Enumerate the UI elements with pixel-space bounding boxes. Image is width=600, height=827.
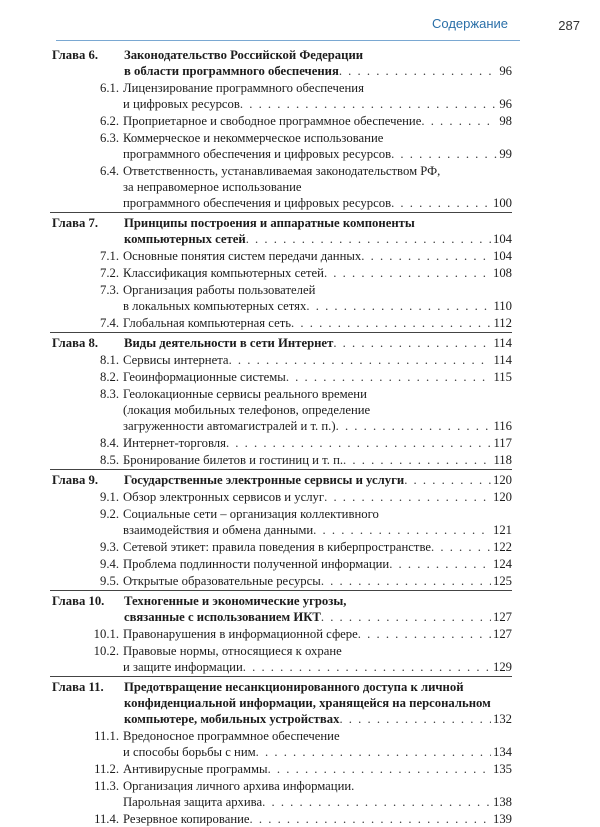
entry-title-page-number[interactable]: 125	[492, 574, 512, 588]
entry-title-line: взаимодействия и обмена данными	[123, 523, 314, 537]
entry-title-last-line	[123, 298, 512, 314]
entry-title-line: Обзор электронных сервисов и услуг	[123, 490, 325, 504]
entry-title	[123, 506, 512, 538]
chapter-title-line: Предотвращение несанкционированного доступа к личной	[124, 680, 464, 694]
entry-title-line: Классификация компьютерных сетей	[123, 266, 324, 280]
dot-leader	[250, 811, 491, 827]
toc-entry[interactable]	[50, 761, 512, 777]
toc-entry[interactable]	[50, 315, 512, 331]
dot-leader	[286, 369, 492, 385]
chapter-title-line: конфиденциальной информации, хранящейся на персональном	[124, 696, 491, 710]
dot-leader	[324, 489, 491, 505]
entry-title-last-line	[123, 744, 512, 760]
chapter-title-line: связанные с использованием ИКТ	[124, 610, 321, 624]
entry-title-last-line	[123, 659, 512, 675]
toc-entry[interactable]	[50, 626, 512, 642]
dot-leader	[336, 418, 492, 434]
entry-title-line: за неправомерное использование	[123, 180, 302, 194]
entry-title-line: Организация личного архива информации.	[123, 779, 355, 793]
chapter-heading[interactable]	[50, 335, 512, 351]
entry-number: 11.3.	[94, 779, 119, 793]
chapter-title-last-line	[124, 711, 512, 727]
chapter-title-last-line	[124, 335, 512, 351]
entry-number: 11.2.	[94, 762, 119, 776]
toc-entry[interactable]	[50, 352, 512, 368]
entry-title	[123, 369, 512, 385]
entry-title-line: Антивирусные программы	[123, 762, 268, 776]
dot-leader	[240, 96, 497, 112]
toc-entry[interactable]	[50, 435, 512, 451]
entry-title	[123, 315, 512, 331]
chapter-title-line: Законодательство Российской Федерации	[124, 48, 364, 62]
chapter-title	[124, 593, 512, 625]
dot-leader	[321, 573, 491, 589]
entry-title-page-number[interactable]: 138	[492, 795, 512, 809]
entry-title-last-line	[123, 248, 512, 264]
entry-title-last-line	[123, 265, 512, 281]
chapter-title-page-number[interactable]: 127	[492, 610, 512, 624]
entry-title-line: Интернет-торговля	[123, 436, 226, 450]
chapter-number: Глава 7.	[52, 216, 98, 230]
chapter-title-line: Принципы построения и аппаратные компоненты	[124, 216, 415, 230]
entry-title-last-line	[123, 489, 512, 505]
toc-entry[interactable]	[50, 539, 512, 555]
chapter-number: Глава 11.	[52, 680, 104, 694]
entry-title-last-line	[123, 539, 512, 555]
entry-number: 8.3.	[99, 387, 119, 401]
entry-title-line: в локальных компьютерных сетях	[123, 299, 307, 313]
entry-title-page-number[interactable]: 116	[493, 419, 512, 433]
entry-number: 6.2.	[99, 114, 119, 128]
entry-number: 7.1.	[99, 249, 119, 263]
toc-entry[interactable]	[50, 506, 512, 538]
entry-title	[123, 778, 512, 810]
entry-title-page-number[interactable]: 118	[493, 453, 512, 467]
entry-title-line: и цифровых ресурсов	[123, 97, 240, 111]
chapter-title-last-line	[124, 609, 512, 625]
entry-title-page-number[interactable]: 114	[493, 353, 512, 367]
entry-title-line: Геолокационные сервисы реального времени	[123, 387, 367, 401]
entry-title-page-number[interactable]: 108	[492, 266, 512, 280]
entry-number: 11.1.	[94, 729, 119, 743]
entry-title-last-line	[123, 113, 512, 129]
entry-title-line: и способы борьбы с ним	[123, 745, 256, 759]
entry-title-page-number[interactable]: 135	[492, 762, 512, 776]
dot-leader	[333, 335, 491, 351]
chapter-title-line: в области программного обеспечения	[124, 64, 339, 78]
chapter-block	[50, 212, 512, 331]
chapter-title-line: Виды деятельности в сети Интернет	[124, 336, 334, 350]
chapter-title	[124, 335, 512, 351]
chapter-number: Глава 9.	[52, 473, 98, 487]
chapter-title	[124, 215, 512, 247]
toc-entry[interactable]	[50, 163, 512, 211]
chapter-title-line: Государственные электронные сервисы и услуги	[124, 473, 405, 487]
entry-title-page-number[interactable]: 110	[493, 299, 512, 313]
entry-number: 10.1.	[93, 627, 119, 641]
chapter-title	[124, 679, 512, 727]
entry-title-line: (локация мобильных телефонов, определение	[123, 403, 371, 417]
chapter-title-line: компьютере, мобильных устройствах	[124, 712, 340, 726]
toc-entry[interactable]	[50, 80, 512, 112]
entry-number: 6.1.	[99, 81, 119, 95]
entry-title-line: Основные понятия систем передачи данных	[123, 249, 362, 263]
entry-title-page-number[interactable]: 112	[493, 316, 512, 330]
toc-entry[interactable]	[50, 282, 512, 314]
entry-number: 6.4.	[99, 164, 119, 178]
entry-title-line: Парольная защита архива	[123, 795, 263, 809]
chapter-title-page-number[interactable]: 96	[499, 64, 512, 78]
chapter-title	[124, 47, 512, 79]
entry-title	[123, 435, 512, 451]
toc-entry[interactable]	[50, 728, 512, 760]
entry-title-line: Правонарушения в информационной сфере	[123, 627, 358, 641]
entry-title-last-line	[123, 435, 512, 451]
toc-entry[interactable]	[50, 573, 512, 589]
toc-entry[interactable]	[50, 811, 512, 827]
entry-title	[123, 386, 512, 434]
entry-title-line: Сервисы интернета	[123, 353, 229, 367]
chapter-block	[50, 469, 512, 589]
entry-title	[123, 130, 512, 162]
dot-leader	[243, 659, 491, 675]
entry-title	[123, 811, 512, 827]
chapter-title-line: компьютерных сетей	[124, 232, 246, 246]
entry-title-line: Социальные сети – организация коллективного	[123, 507, 379, 521]
toc-entry[interactable]	[50, 248, 512, 264]
entry-title-page-number[interactable]: 96	[499, 97, 512, 111]
entry-number: 11.4.	[94, 812, 119, 826]
entry-title-line: Организация работы пользователей	[123, 283, 316, 297]
chapter-title	[124, 472, 512, 488]
entry-title	[123, 282, 512, 314]
dot-leader	[343, 452, 491, 468]
chapter-number: Глава 8.	[52, 336, 98, 350]
chapter-title-page-number[interactable]: 104	[492, 232, 512, 246]
entry-title	[123, 265, 512, 281]
table-of-contents	[50, 44, 512, 827]
entry-title-last-line	[123, 761, 512, 777]
dot-leader	[313, 522, 491, 538]
chapter-title-last-line	[124, 472, 512, 488]
dot-leader	[226, 435, 491, 451]
entry-title	[123, 539, 512, 555]
entry-title-page-number[interactable]: 117	[493, 436, 512, 450]
chapter-title-page-number[interactable]: 120	[492, 473, 512, 487]
dot-leader	[229, 352, 492, 368]
entry-title-last-line	[123, 794, 512, 810]
entry-title-line: Правовые нормы, относящиеся к охране	[123, 644, 342, 658]
entry-title-line: программного обеспечения и цифровых ресурсов	[123, 196, 392, 210]
entry-title-page-number[interactable]: 115	[493, 370, 512, 384]
chapter-block	[50, 676, 512, 827]
dot-leader	[324, 265, 491, 281]
entry-number: 6.3.	[99, 131, 119, 145]
entry-title-last-line	[123, 522, 512, 538]
entry-title-page-number[interactable]: 99	[499, 147, 512, 161]
entry-title	[123, 573, 512, 589]
dot-leader	[339, 63, 498, 79]
entry-title-line: и защите информации	[123, 660, 243, 674]
entry-title-last-line	[123, 352, 512, 368]
entry-title-line: Открытые образовательные ресурсы	[123, 574, 321, 588]
dot-leader	[339, 711, 491, 727]
running-head-section: Содержание	[432, 16, 508, 31]
entry-title-page-number[interactable]: 127	[492, 627, 512, 641]
entry-number: 9.1.	[99, 490, 119, 504]
entry-number: 8.2.	[99, 370, 119, 384]
running-head	[56, 12, 586, 36]
chapter-heading[interactable]	[50, 215, 512, 247]
entry-title-page-number[interactable]: 139	[492, 812, 512, 826]
dot-leader	[262, 794, 491, 810]
entry-title-last-line	[123, 626, 512, 642]
dot-leader	[291, 315, 491, 331]
toc-entry[interactable]	[50, 130, 512, 162]
entry-title-line: программного обеспечения и цифровых ресурсов	[123, 147, 392, 161]
entry-number: 8.5.	[99, 453, 119, 467]
entry-title-line: Резервное копирование	[123, 812, 250, 826]
entry-title-last-line	[123, 96, 512, 112]
entry-title-line: Сетевой этикет: правила поведения в киберпространстве	[123, 540, 431, 554]
toc-entry[interactable]	[50, 113, 512, 129]
entry-title-line: Лицензирование программного обеспечения	[123, 81, 364, 95]
chapter-heading[interactable]	[50, 679, 512, 727]
entry-title-line: Геоинформационные системы	[123, 370, 286, 384]
entry-title	[123, 626, 512, 642]
entry-number: 7.3.	[99, 283, 119, 297]
dot-leader	[358, 626, 491, 642]
entry-title-last-line	[123, 146, 512, 162]
entry-title	[123, 643, 512, 675]
entry-title-line: Проблема подлинности полученной информации	[123, 557, 390, 571]
entry-number: 7.2.	[99, 266, 119, 280]
entry-title-page-number[interactable]: 120	[492, 490, 512, 504]
entry-title	[123, 556, 512, 572]
dot-leader	[361, 248, 491, 264]
entry-title-line: загруженности автомагистралей и т. п.)	[123, 419, 336, 433]
chapter-number: Глава 6.	[52, 48, 98, 62]
entry-number: 7.4.	[99, 316, 119, 330]
entry-title	[123, 489, 512, 505]
entry-title-last-line	[123, 452, 512, 468]
entry-title-last-line	[123, 315, 512, 331]
entry-number: 9.5.	[99, 574, 119, 588]
entry-title	[123, 761, 512, 777]
entry-number: 9.2.	[99, 507, 119, 521]
entry-title-page-number[interactable]: 121	[492, 523, 512, 537]
entry-number: 9.4.	[99, 557, 119, 571]
entry-title-last-line	[123, 369, 512, 385]
toc-entry[interactable]	[50, 386, 512, 434]
chapter-block	[50, 45, 512, 211]
entry-number: 10.2.	[93, 644, 119, 658]
chapter-heading[interactable]	[50, 472, 512, 488]
entry-title-line: Ответственность, устанавливаемая законодательством РФ,	[123, 164, 441, 178]
entry-title-page-number[interactable]: 124	[492, 557, 512, 571]
entry-title-line: Проприетарное и свободное программное обеспечение	[123, 114, 422, 128]
chapter-heading[interactable]	[50, 593, 512, 625]
dot-leader	[256, 744, 491, 760]
dot-leader	[404, 472, 491, 488]
entry-title	[123, 80, 512, 112]
dot-leader	[389, 556, 491, 572]
entry-number: 8.1.	[99, 353, 119, 367]
chapter-block	[50, 590, 512, 675]
dot-leader	[391, 146, 497, 162]
dot-leader	[431, 539, 491, 555]
entry-title-line: Бронирование билетов и гостиниц и т. п.	[123, 453, 344, 467]
toc-entry[interactable]	[50, 643, 512, 675]
entry-title-page-number[interactable]: 134	[492, 745, 512, 759]
dot-leader	[268, 761, 491, 777]
entry-title-page-number[interactable]: 100	[492, 196, 512, 210]
toc-entry[interactable]	[50, 369, 512, 385]
entry-title-last-line	[123, 811, 512, 827]
entry-number: 9.3.	[99, 540, 119, 554]
entry-title-page-number[interactable]: 104	[492, 249, 512, 263]
chapter-heading[interactable]	[50, 47, 512, 79]
toc-entry[interactable]	[50, 452, 512, 468]
entry-title-line: Глобальная компьютерная сеть	[123, 316, 292, 330]
toc-entry[interactable]	[50, 778, 512, 810]
dot-leader	[421, 113, 497, 129]
entry-title	[123, 113, 512, 129]
dot-leader	[391, 195, 491, 211]
header-rule	[56, 40, 520, 41]
toc-entry[interactable]	[50, 489, 512, 505]
chapter-title-page-number[interactable]: 132	[492, 712, 512, 726]
dot-leader	[321, 609, 491, 625]
entry-title-page-number[interactable]: 122	[492, 540, 512, 554]
entry-title-page-number[interactable]: 129	[492, 660, 512, 674]
entry-title-line: Коммерческое и некоммерческое использование	[123, 131, 384, 145]
page-number: 287	[558, 18, 580, 33]
entry-number: 8.4.	[99, 436, 119, 450]
chapter-block	[50, 332, 512, 468]
chapter-title-line: Техногенные и экономические угрозы,	[124, 594, 347, 608]
chapter-title-last-line	[124, 231, 512, 247]
chapter-number: Глава 10.	[52, 594, 105, 608]
entry-title	[123, 728, 512, 760]
entry-title	[123, 352, 512, 368]
toc-entry[interactable]	[50, 556, 512, 572]
entry-title-last-line	[123, 573, 512, 589]
entry-title-last-line	[123, 418, 512, 434]
entry-title-last-line	[123, 195, 512, 211]
toc-entry[interactable]	[50, 265, 512, 281]
entry-title	[123, 248, 512, 264]
entry-title-last-line	[123, 556, 512, 572]
entry-title	[123, 163, 512, 211]
entry-title-line: Вредоносное программное обеспечение	[123, 729, 340, 743]
dot-leader	[246, 231, 491, 247]
entry-title-page-number[interactable]: 98	[499, 114, 512, 128]
chapter-title-page-number[interactable]: 114	[493, 336, 512, 350]
entry-title	[123, 452, 512, 468]
chapter-title-last-line	[124, 63, 512, 79]
dot-leader	[306, 298, 491, 314]
